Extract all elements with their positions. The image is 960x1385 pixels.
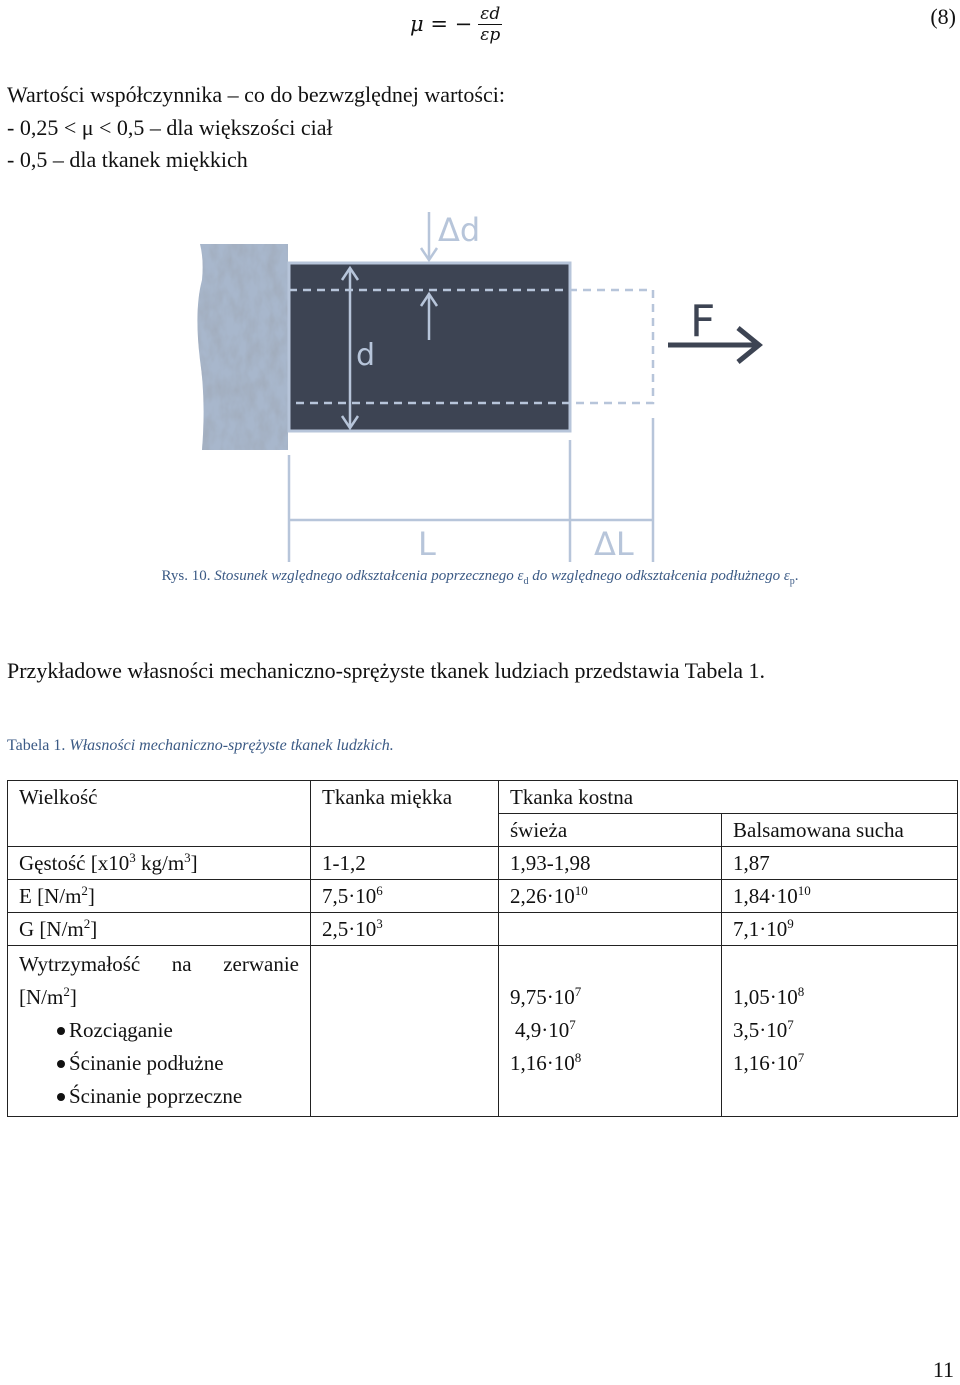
strength-unit-line: $[N/m^2]$: [19, 984, 77, 1009]
label-L: L: [418, 525, 436, 563]
table-row-shear-modulus: [8, 913, 958, 946]
table-header-row-2: [8, 814, 958, 847]
figure-caption: [0, 568, 960, 587]
equation-numerator: εd: [480, 3, 501, 24]
specimen-body: [289, 263, 570, 431]
values-line-3: - 0,5 – dla tkanek miękkich: [7, 147, 248, 172]
strength-dried: [722, 946, 958, 1117]
figure-caption-end: .: [794, 568, 799, 584]
density-fresh: 1,93-1,98: [499, 847, 722, 880]
figure-caption-text-b: do względnego odkształcenia podłużnego ε: [532, 568, 790, 584]
header-quantity: Wielkość: [8, 781, 311, 814]
E-dried: $1,84\cdot 10^{10}$: [722, 880, 958, 913]
header-soft-tissue: Tkanka miękka: [311, 781, 499, 814]
strength-dried-tension: $1,05\cdot 10^8$: [733, 984, 805, 1009]
strength-item-longitudinal-shear: Ścinanie podłużne: [19, 1047, 299, 1080]
header-quantity-cont: [8, 814, 311, 847]
table-caption-prefix: Tabela 1.: [7, 737, 66, 754]
strength-item-tension: Rozciąganie: [19, 1014, 299, 1047]
strength-dried-long-shear: $3,5\cdot 10^7$: [733, 1017, 794, 1042]
table-row-young-modulus: [8, 880, 958, 913]
page-number: 11: [932, 1357, 954, 1382]
G-label: G $[N/m^2]$: [8, 913, 311, 946]
bullet-icon: [57, 1060, 65, 1068]
equation-fraction: [478, 4, 502, 45]
table-row-density: [8, 847, 958, 880]
strength-dried-trans-shear: $1,16\cdot 10^7$: [733, 1050, 805, 1075]
figure-caption-sub-a: d: [523, 576, 529, 587]
strength-soft: [311, 946, 499, 1117]
G-dried: $7,1\cdot 10^9$: [722, 913, 958, 946]
table-header-row-1: [8, 781, 958, 814]
strength-fresh-long-shear: $4,9\cdot 10^7$: [515, 1017, 576, 1042]
density-label: Gęstość [$x10^3$ $kg/m^3$]: [8, 847, 311, 880]
figure-caption-prefix: Rys. 10.: [161, 568, 211, 584]
bullet-icon: [57, 1027, 65, 1035]
label-delta-d: Δd: [438, 211, 481, 249]
properties-table: [7, 780, 958, 1117]
strength-label: [8, 946, 311, 1117]
strength-fresh: [499, 946, 722, 1117]
density-dried: 1,87: [722, 847, 958, 880]
figure-caption-text-a: Stosunek względnego odkształcenia poprzecznego ε: [214, 568, 524, 584]
strength-fresh-trans-shear: $1,16\cdot 10^8$: [510, 1050, 582, 1075]
label-delta-L: ΔL: [594, 525, 634, 563]
values-line-1: Wartości współczynnika – co do bezwzględnej wartości:: [7, 82, 505, 107]
label-d: d: [356, 338, 376, 373]
figure-caption-sub-b: p: [789, 576, 795, 587]
equation-8: [410, 0, 502, 48]
table-caption: [7, 737, 394, 755]
intro-paragraph: Przykładowe własności mechaniczno-sprężyste tkanek ludziach przedstawia Tabela 1.: [7, 658, 765, 683]
table-caption-text: Własności mechaniczno-sprężyste tkanek ludzkich.: [69, 737, 394, 754]
strength-dried-spacer: [733, 948, 946, 981]
E-label: E $[N/m^2]$: [8, 880, 311, 913]
header-bone-fresh: świeża: [499, 814, 722, 847]
header-bone-dried: Balsamowana sucha: [722, 814, 958, 847]
strength-title-line: Wytrzymałość na zerwanie: [19, 952, 299, 976]
label-F: F: [690, 296, 716, 347]
equation-lhs: μ = −: [410, 12, 473, 36]
poisson-diagram: [190, 200, 780, 570]
header-soft-cont: [311, 814, 499, 847]
strength-item-transverse-shear: Ścinanie poprzeczne: [19, 1080, 299, 1113]
header-bone-tissue: Tkanka kostna: [499, 781, 958, 814]
equation-number: (8): [930, 4, 956, 29]
strength-fresh-spacer: [510, 948, 710, 981]
E-fresh: $2,26\cdot 10^{10}$: [499, 880, 722, 913]
G-fresh: [499, 913, 722, 946]
G-soft: $2,5\cdot 10^3$: [311, 913, 499, 946]
strength-fresh-tension: $9,75\cdot 10^7$: [510, 984, 582, 1009]
E-soft: $7,5\cdot 10^6$: [311, 880, 499, 913]
values-line-2: - 0,25 < μ < 0,5 – dla większości ciał: [7, 115, 333, 140]
table-row-strength: [8, 946, 958, 1117]
equation-denominator: εp: [480, 24, 501, 45]
bullet-icon: [57, 1093, 65, 1101]
density-soft: 1-1,2: [311, 847, 499, 880]
